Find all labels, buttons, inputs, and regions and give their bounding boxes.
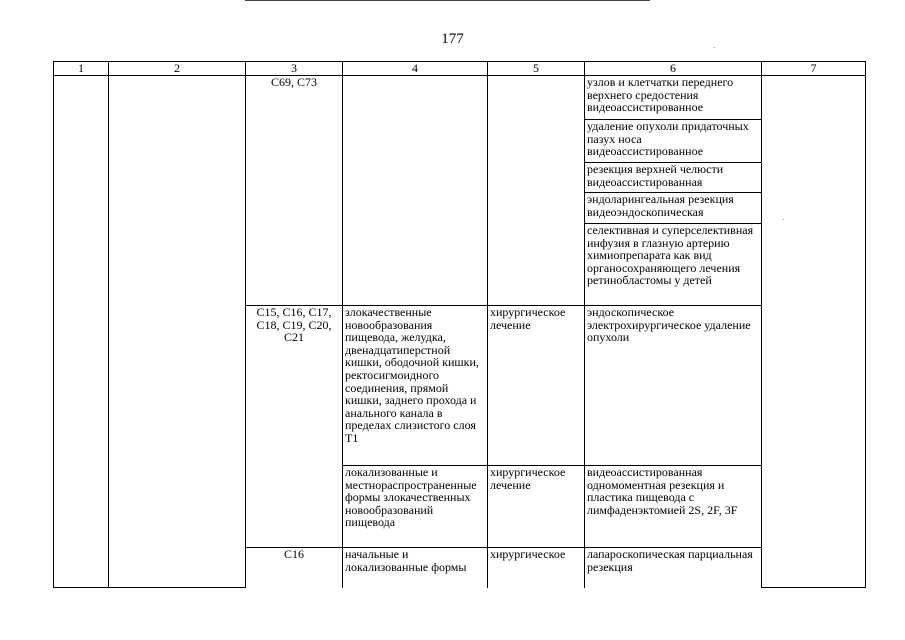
method-cell: резекция верхней челюсти видеоассистированная — [585, 163, 762, 193]
diagnosis-cell: злокачественные новообразования пищевода, желудка, двенадцатиперстной кишки, ободочной кишки, ректосигмоидного соединения, прямой кишки, заднего прохода и анального канала в пределах слизистого слоя T1 — [343, 306, 488, 466]
code-cell: C16 — [246, 548, 343, 588]
col-header: 4 — [343, 62, 488, 76]
scan-speck: . — [713, 40, 716, 50]
medical-table — [53, 61, 866, 588]
method-cell: селективная и суперселективная инфузия в глазную артерию химиопрепарата как вид органосохраняющего лечения ретинобластомы у детей — [585, 224, 762, 306]
diagnosis-cell — [343, 76, 488, 306]
code-cell: C69, C73 — [246, 76, 343, 306]
scan-speck: . — [782, 212, 785, 222]
top-rule — [245, 0, 650, 1]
treatment-cell: хирургическое лечение — [488, 306, 585, 466]
method-cell: удаление опухоли придаточных пазух носа видеоассистированное — [585, 120, 762, 163]
method-cell: видеоассистированная одномоментная резекция и пластика пищевода с лимфаденэктомией 2S, 2F, 3F — [585, 466, 762, 548]
method-cell: узлов и клетчатки переднего верхнего средостения видеоассистированное — [585, 76, 762, 120]
cell-col7 — [762, 76, 866, 588]
method-cell: эндоларингеальная резекция видеоэндоскопическая — [585, 193, 762, 224]
treatment-cell: хирургическое — [488, 548, 585, 588]
header-row — [54, 62, 866, 76]
col-header: 7 — [762, 62, 866, 76]
col-header: 5 — [488, 62, 585, 76]
table-row — [54, 76, 866, 120]
page-number: 177 — [441, 31, 464, 47]
code-cell: C15, C16, C17, C18, C19, C20, C21 — [246, 306, 343, 548]
diagnosis-cell: локализованные и местнораспространенные формы злокачественных новообразований пищевода — [343, 466, 488, 548]
treatment-cell — [488, 76, 585, 306]
cell-col2 — [109, 76, 246, 588]
col-header: 1 — [54, 62, 109, 76]
col-header: 6 — [585, 62, 762, 76]
cell-col1 — [54, 76, 109, 588]
method-cell: лапароскопическая парциальная резекция — [585, 548, 762, 588]
col-header: 2 — [109, 62, 246, 76]
treatment-cell: хирургическое лечение — [488, 466, 585, 548]
method-cell: эндоскопическое электрохирургическое удаление опухоли — [585, 306, 762, 466]
diagnosis-cell: начальные и локализованные формы — [343, 548, 488, 588]
col-header: 3 — [246, 62, 343, 76]
